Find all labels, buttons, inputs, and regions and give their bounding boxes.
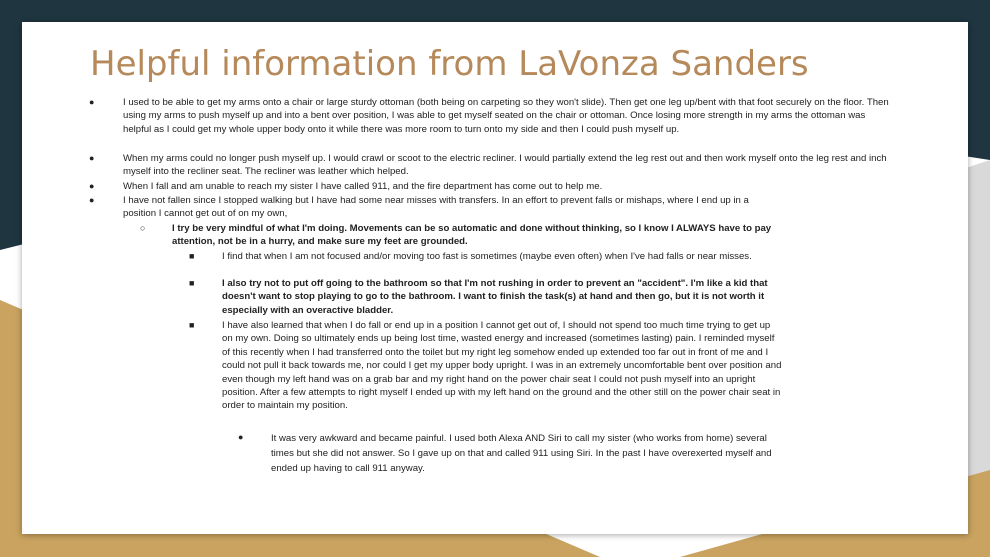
bullet-marker: ● <box>89 195 95 205</box>
list-item: I used to be able to get my arms onto a chair or large sturdy ottoman (both being on carpeting so they won't slide). Then get one leg up/bent with that foot securely on the floor. Then using my arms to push myself up and into a bent over position, I was able to get myself seated on the chair or ottoman. Once losing more strength in my arms the ottoman was helpful as I could get my whole upper body onto it while there was more room to turn onto my side and then I could push myself up. <box>123 97 889 135</box>
list-item: I also try not to put off going to the bathroom so that I'm not rushing in order to prevent an "accident". I'm like a kid that doesn't want to stop playing to go to the bathroom. I want to finish the task(s) at hand and then go, but it is not worth it especially with an overactive bladder. <box>222 278 768 316</box>
list-item: It was very awkward and became painful. I used both Alexa AND Siri to call my sister (who works from home) several times but she did not answer. So I gave up on that and called 911 using Siri. In the past I have overexerted myself and ended up having to call 911 anyway. <box>271 433 772 474</box>
bullet-marker: ● <box>238 432 244 442</box>
bullet-marker: ● <box>89 181 95 191</box>
bullet-marker: ● <box>89 153 95 163</box>
list-item: I have not fallen since I stopped walking but I have had some near misses with transfers. In an effort to prevent falls or mishaps, where I end up in a position I cannot get out of on my own, <box>123 195 749 220</box>
bullet-marker: ○ <box>140 223 146 233</box>
bullet-marker: ● <box>89 97 95 107</box>
list-item: I find that when I am not focused and/or moving too fast is sometimes (maybe even often) when I've had falls or near misses. <box>222 251 752 262</box>
bullet-marker: ■ <box>189 251 195 261</box>
bullet-marker: ■ <box>189 278 195 288</box>
list-item: I try be very mindful of what I'm doing. Movements can be so automatic and done without thinking, so I know I ALWAYS have to pay attention, not be in a hurry, and make sure my feet are grounded. <box>172 223 772 248</box>
list-item: When my arms could no longer push myself up. I would crawl or scoot to the electric recliner. I would partially extend the leg rest out and then work myself onto the leg rest and inch myself into the recliner seat. The recliner was leather which helped. <box>123 153 887 178</box>
list-item: When I fall and am unable to reach my sister I have called 911, and the fire department has come out to help me. <box>123 181 603 192</box>
slide-title: Helpful information from LaVonza Sanders <box>90 44 809 84</box>
list-item: I have also learned that when I do fall or end up in a position I cannot get out of, I should not spend too much time trying to get up on my own. Doing so ultimately ends up being lost time, wasted energy and increased (sometimes lasting) pain. I reminded myself of this recently when I had transferred onto the toilet but my right leg somehow ended up extended too far out in front of me and I could not pull it back towards me, nor could I get my upper body upright. I was in an extremely uncomfortable bent over position and even though my left hand was on a grab bar and my right hand on the power chair seat I could not push myself into an upright position. After a few attempts to right myself I ended up with my left hand on the ground and the other still on the power chair seat in order to maintain my position. <box>222 320 782 412</box>
bullet-marker: ■ <box>189 320 195 330</box>
